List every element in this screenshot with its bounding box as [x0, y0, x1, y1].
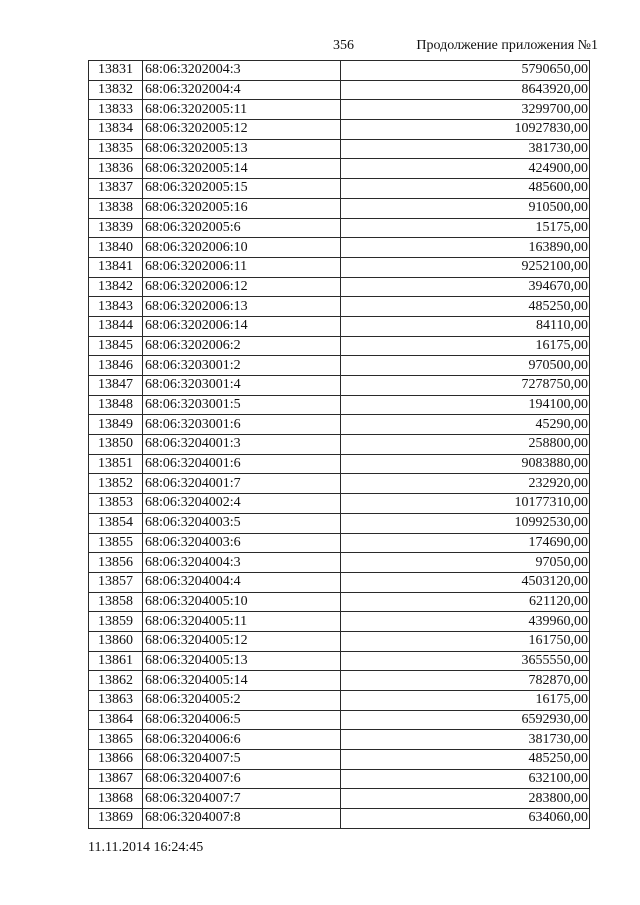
- cadastral-number-cell: 68:06:3202006:11: [143, 257, 341, 277]
- cadastral-number-cell: 68:06:3204001:6: [143, 454, 341, 474]
- cadastral-number-cell: 68:06:3204003:5: [143, 513, 341, 533]
- table-row: [89, 513, 590, 533]
- table-row: [89, 435, 590, 455]
- value-cell: 381730,00: [341, 139, 590, 159]
- value-cell: 97050,00: [341, 553, 590, 573]
- table-row: [89, 316, 590, 336]
- cadastral-number-cell: 68:06:3203001:6: [143, 415, 341, 435]
- row-number-cell: 13840: [89, 238, 143, 258]
- table-row: [89, 218, 590, 238]
- cadastral-number-cell: 68:06:3204005:11: [143, 612, 341, 632]
- cadastral-number-cell: 68:06:3202005:15: [143, 179, 341, 199]
- value-cell: 7278750,00: [341, 376, 590, 396]
- table-row: [89, 494, 590, 514]
- cadastral-number-cell: 68:06:3204005:14: [143, 671, 341, 691]
- value-cell: 394670,00: [341, 277, 590, 297]
- cadastral-number-cell: 68:06:3203001:2: [143, 356, 341, 376]
- value-cell: 174690,00: [341, 533, 590, 553]
- value-cell: 3655550,00: [341, 651, 590, 671]
- value-cell: 910500,00: [341, 198, 590, 218]
- table-row: [89, 415, 590, 435]
- value-cell: 16175,00: [341, 336, 590, 356]
- table-row: [89, 671, 590, 691]
- row-number-cell: 13848: [89, 395, 143, 415]
- row-number-cell: 13853: [89, 494, 143, 514]
- table-row: [89, 789, 590, 809]
- value-cell: 5790650,00: [341, 61, 590, 81]
- cadastral-number-cell: 68:06:3204005:13: [143, 651, 341, 671]
- row-number-cell: 13864: [89, 710, 143, 730]
- row-number-cell: 13857: [89, 572, 143, 592]
- table-row: [89, 572, 590, 592]
- value-cell: 634060,00: [341, 809, 590, 829]
- cadastral-number-cell: 68:06:3204002:4: [143, 494, 341, 514]
- table-row: [89, 454, 590, 474]
- cadastral-number-cell: 68:06:3202004:4: [143, 80, 341, 100]
- row-number-cell: 13835: [89, 139, 143, 159]
- value-cell: 10177310,00: [341, 494, 590, 514]
- value-cell: 4503120,00: [341, 572, 590, 592]
- row-number-cell: 13837: [89, 179, 143, 199]
- row-number-cell: 13833: [89, 100, 143, 120]
- row-number-cell: 13839: [89, 218, 143, 238]
- table-row: [89, 651, 590, 671]
- table-row: [89, 297, 590, 317]
- row-number-cell: 13855: [89, 533, 143, 553]
- cadastral-number-cell: 68:06:3202006:2: [143, 336, 341, 356]
- value-cell: 15175,00: [341, 218, 590, 238]
- cadastral-number-cell: 68:06:3204006:6: [143, 730, 341, 750]
- row-number-cell: 13834: [89, 120, 143, 140]
- cadastral-number-cell: 68:06:3202005:11: [143, 100, 341, 120]
- value-cell: 8643920,00: [341, 80, 590, 100]
- value-cell: 970500,00: [341, 356, 590, 376]
- row-number-cell: 13831: [89, 61, 143, 81]
- table-row: [89, 356, 590, 376]
- table-row: [89, 277, 590, 297]
- value-cell: 439960,00: [341, 612, 590, 632]
- value-cell: 10992530,00: [341, 513, 590, 533]
- table-row: [89, 238, 590, 258]
- row-number-cell: 13836: [89, 159, 143, 179]
- table-row: [89, 376, 590, 396]
- page-number: 356: [333, 38, 354, 53]
- value-cell: 485250,00: [341, 750, 590, 770]
- cadastral-number-cell: 68:06:3204007:7: [143, 789, 341, 809]
- row-number-cell: 13849: [89, 415, 143, 435]
- cadastral-number-cell: 68:06:3202005:14: [143, 159, 341, 179]
- row-number-cell: 13846: [89, 356, 143, 376]
- value-cell: 3299700,00: [341, 100, 590, 120]
- table-row: [89, 710, 590, 730]
- value-cell: 10927830,00: [341, 120, 590, 140]
- row-number-cell: 13841: [89, 257, 143, 277]
- row-number-cell: 13862: [89, 671, 143, 691]
- row-number-cell: 13845: [89, 336, 143, 356]
- cadastral-number-cell: 68:06:3202005:12: [143, 120, 341, 140]
- row-number-cell: 13850: [89, 435, 143, 455]
- table-row: [89, 100, 590, 120]
- value-cell: 381730,00: [341, 730, 590, 750]
- value-cell: 161750,00: [341, 631, 590, 651]
- cadastral-value-table: [88, 60, 590, 829]
- table-row: [89, 691, 590, 711]
- table-body: [89, 61, 590, 829]
- cadastral-number-cell: 68:06:3202006:13: [143, 297, 341, 317]
- row-number-cell: 13843: [89, 297, 143, 317]
- value-cell: 621120,00: [341, 592, 590, 612]
- value-cell: 258800,00: [341, 435, 590, 455]
- value-cell: 782870,00: [341, 671, 590, 691]
- row-number-cell: 13865: [89, 730, 143, 750]
- table-row: [89, 120, 590, 140]
- cadastral-number-cell: 68:06:3202005:16: [143, 198, 341, 218]
- table-row: [89, 257, 590, 277]
- row-number-cell: 13868: [89, 789, 143, 809]
- value-cell: 632100,00: [341, 769, 590, 789]
- cadastral-number-cell: 68:06:3204005:2: [143, 691, 341, 711]
- row-number-cell: 13851: [89, 454, 143, 474]
- row-number-cell: 13858: [89, 592, 143, 612]
- cadastral-number-cell: 68:06:3204007:5: [143, 750, 341, 770]
- cadastral-number-cell: 68:06:3202006:14: [143, 316, 341, 336]
- row-number-cell: 13832: [89, 80, 143, 100]
- table-row: [89, 474, 590, 494]
- value-cell: 84110,00: [341, 316, 590, 336]
- row-number-cell: 13861: [89, 651, 143, 671]
- row-number-cell: 13866: [89, 750, 143, 770]
- row-number-cell: 13863: [89, 691, 143, 711]
- table-row: [89, 198, 590, 218]
- cadastral-number-cell: 68:06:3202005:13: [143, 139, 341, 159]
- row-number-cell: 13859: [89, 612, 143, 632]
- row-number-cell: 13867: [89, 769, 143, 789]
- table-row: [89, 553, 590, 573]
- row-number-cell: 13847: [89, 376, 143, 396]
- print-timestamp: 11.11.2014 16:24:45: [88, 840, 204, 855]
- table-row: [89, 139, 590, 159]
- cadastral-number-cell: 68:06:3204001:7: [143, 474, 341, 494]
- table-row: [89, 730, 590, 750]
- table-row: [89, 61, 590, 81]
- cadastral-number-cell: 68:06:3204007:8: [143, 809, 341, 829]
- value-cell: 9083880,00: [341, 454, 590, 474]
- continuation-heading: Продолжение приложения №1: [416, 38, 598, 53]
- value-cell: 163890,00: [341, 238, 590, 258]
- value-cell: 485250,00: [341, 297, 590, 317]
- table-row: [89, 179, 590, 199]
- value-cell: 16175,00: [341, 691, 590, 711]
- table-row: [89, 159, 590, 179]
- cadastral-number-cell: 68:06:3204004:4: [143, 572, 341, 592]
- table-row: [89, 612, 590, 632]
- table-row: [89, 336, 590, 356]
- table-row: [89, 592, 590, 612]
- value-cell: 424900,00: [341, 159, 590, 179]
- table-row: [89, 631, 590, 651]
- cadastral-number-cell: 68:06:3203001:5: [143, 395, 341, 415]
- value-cell: 283800,00: [341, 789, 590, 809]
- cadastral-number-cell: 68:06:3204006:5: [143, 710, 341, 730]
- value-cell: 232920,00: [341, 474, 590, 494]
- table-row: [89, 80, 590, 100]
- row-number-cell: 13854: [89, 513, 143, 533]
- cadastral-number-cell: 68:06:3204005:10: [143, 592, 341, 612]
- row-number-cell: 13844: [89, 316, 143, 336]
- row-number-cell: 13860: [89, 631, 143, 651]
- cadastral-number-cell: 68:06:3204004:3: [143, 553, 341, 573]
- cadastral-number-cell: 68:06:3204005:12: [143, 631, 341, 651]
- row-number-cell: 13856: [89, 553, 143, 573]
- cadastral-number-cell: 68:06:3202006:10: [143, 238, 341, 258]
- cadastral-number-cell: 68:06:3202006:12: [143, 277, 341, 297]
- table-row: [89, 750, 590, 770]
- table-row: [89, 533, 590, 553]
- table-row: [89, 395, 590, 415]
- row-number-cell: 13838: [89, 198, 143, 218]
- table-row: [89, 769, 590, 789]
- cadastral-number-cell: 68:06:3204003:6: [143, 533, 341, 553]
- cadastral-number-cell: 68:06:3204001:3: [143, 435, 341, 455]
- value-cell: 485600,00: [341, 179, 590, 199]
- row-number-cell: 13852: [89, 474, 143, 494]
- value-cell: 6592930,00: [341, 710, 590, 730]
- cadastral-number-cell: 68:06:3203001:4: [143, 376, 341, 396]
- row-number-cell: 13869: [89, 809, 143, 829]
- value-cell: 45290,00: [341, 415, 590, 435]
- value-cell: 194100,00: [341, 395, 590, 415]
- row-number-cell: 13842: [89, 277, 143, 297]
- cadastral-number-cell: 68:06:3204007:6: [143, 769, 341, 789]
- cadastral-number-cell: 68:06:3202004:3: [143, 61, 341, 81]
- table-row: [89, 809, 590, 829]
- cadastral-number-cell: 68:06:3202005:6: [143, 218, 341, 238]
- value-cell: 9252100,00: [341, 257, 590, 277]
